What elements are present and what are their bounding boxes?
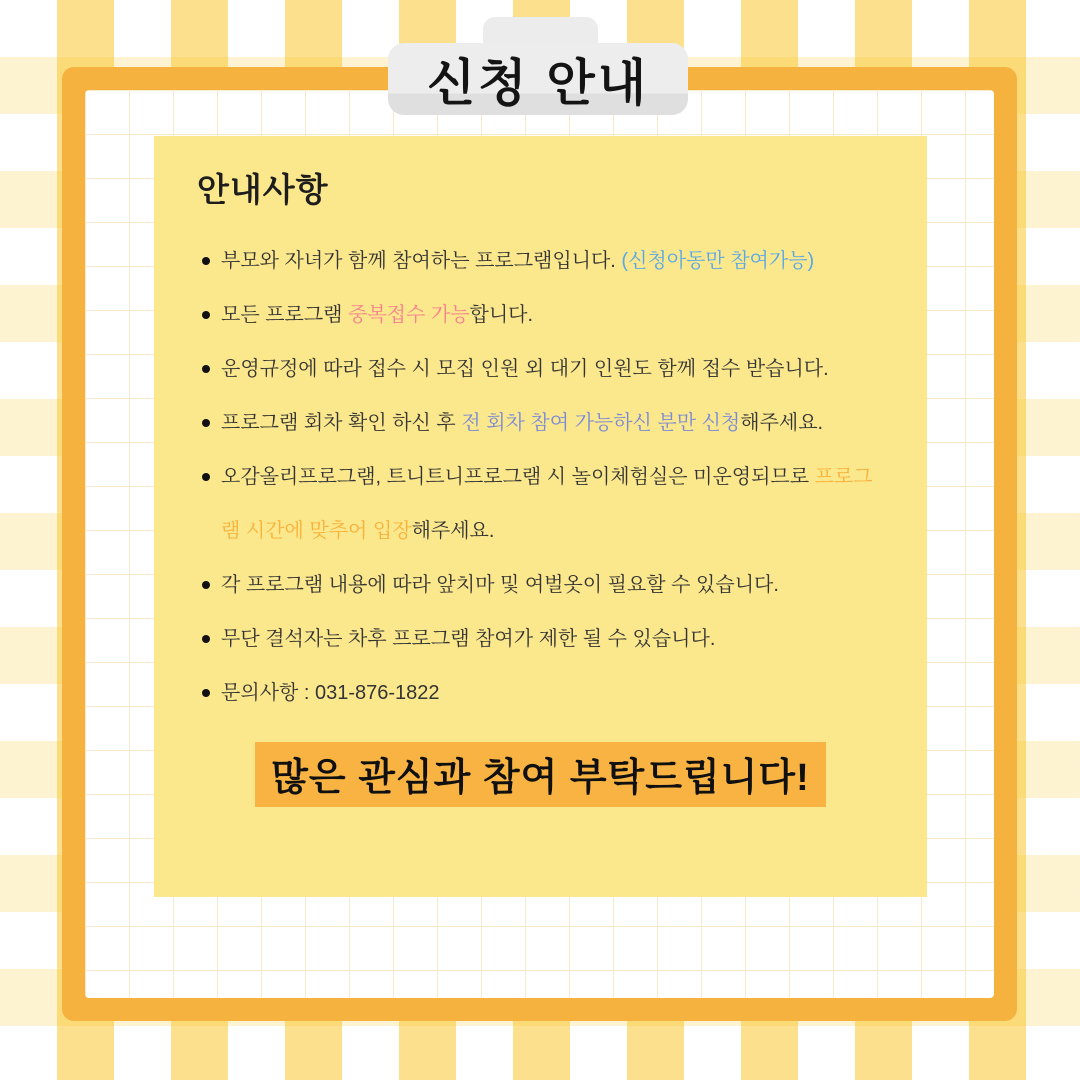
bullet-list [202,234,878,720]
bullet-dot [202,419,210,427]
bullet-item [202,288,878,342]
bullet-text-segment: 합니다. [469,304,534,326]
bullet-text-segment: 프로그램 시간에 맞추어 입장 [221,466,873,542]
bullet-dot [202,365,210,373]
bullet-dot [202,473,210,481]
bullet-item [202,612,878,666]
bullet-item [202,558,878,612]
slogan-row [154,742,927,807]
bullet-text-segment: 문의사항 : 031-876-1822 [221,682,440,704]
bullet-dot [202,635,210,643]
bullet-text-segment: 모든 프로그램 [221,304,349,326]
bullet-item [202,450,878,558]
bullet-text-segment: 전 회차 참여 가능하신 분만 신청 [461,412,741,434]
bullet-text-segment: 각 프로그램 내용에 따라 앞치마 및 여벌옷이 필요할 수 있습니다. [221,574,779,596]
bullet-text-segment: 해주세요. [740,412,824,434]
page-title: 신청 안내 [426,55,650,111]
bullet-dot [202,689,210,697]
notice-card [154,136,927,897]
bullet-text-segment: 해주세요. [411,520,495,542]
bullet-text-segment: 중복접수 가능 [348,304,470,326]
bullet-dot [202,581,210,589]
notice-heading: 안내사항 [197,171,329,208]
bullet-item [202,234,878,288]
bullet-text-segment: 오감올리프로그램, 트니트니프로그램 시 놀이체험실은 미운영되므로 [221,466,815,488]
bullet-text-segment: (신청아동만 참여가능) [621,250,815,272]
title-banner [388,43,688,115]
bullet-item [202,342,878,396]
bullet-text-segment: 프로그램 회차 확인 하신 후 [221,412,462,434]
bullet-text-segment: 부모와 자녀가 함께 참여하는 프로그램입니다. [221,250,622,272]
bullet-item [202,666,878,720]
bullet-text-segment: 무단 결석자는 차후 프로그램 참여가 제한 될 수 있습니다. [221,628,716,650]
bullet-item [202,396,878,450]
bullet-dot [202,257,210,265]
bullet-dot [202,311,210,319]
bullet-text-segment: 운영규정에 따라 접수 시 모집 인원 외 대기 인원도 함께 접수 받습니다. [221,358,829,380]
slogan-highlight: 많은 관심과 참여 부탁드립니다! [255,742,826,807]
